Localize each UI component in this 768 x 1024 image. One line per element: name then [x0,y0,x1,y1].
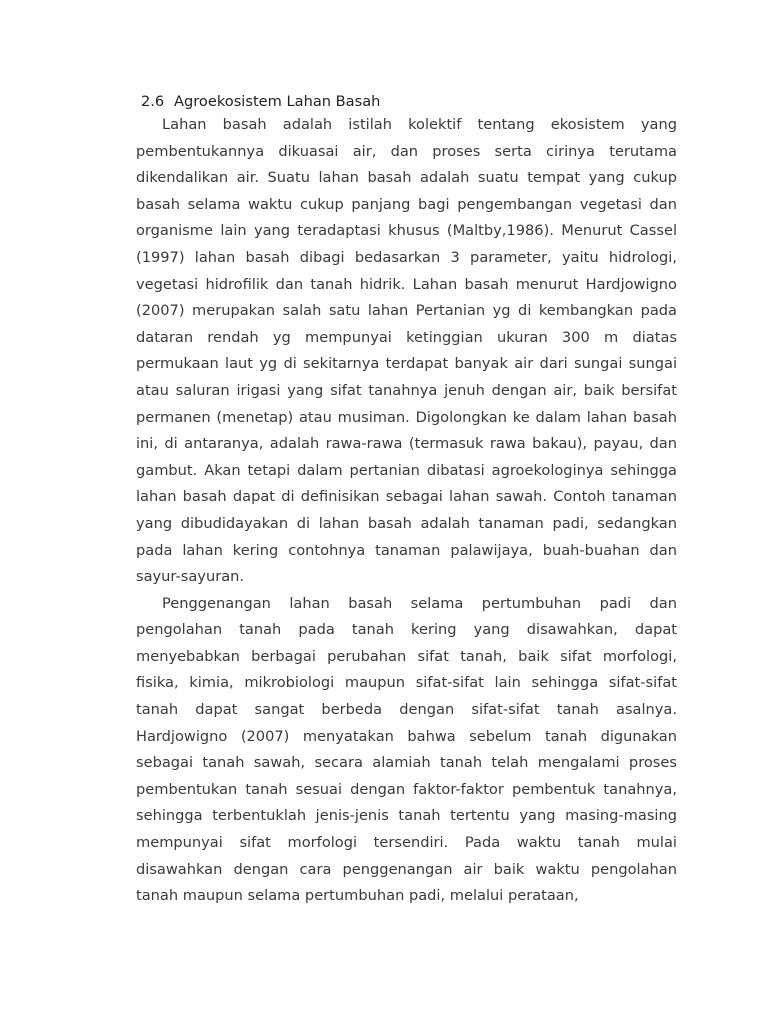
document-body [136,92,677,910]
section-heading [136,92,677,112]
paragraph-1: Lahan basah adalah istilah kolektif tentang ekosistem yang pembentukannya dikuasai air, dan proses serta cirinya terutama dikendalikan air. Suatu lahan basah adalah suatu tempat yang cukup basah selama waktu cukup panjang bagi pengembangan vegetasi dan organisme lain yang teradaptasi khusus (Maltby,1986). Menurut Cassel (1997) lahan basah dibagi bedasarkan 3 parameter, yaitu hidrologi, vegetasi hidrofilik dan tanah hidrik. Lahan basah menurut Hardjowigno (2007) merupakan salah satu lahan Pertanian yg di kembangkan pada dataran rendah yg mempunyai ketinggian ukuran 300 m diatas permukaan laut yg di sekitarnya terdapat banyak air dari sungai sungai atau saluran irigasi yang sifat tanahnya jenuh dengan air, baik bersifat permanen (menetap) atau musiman. Digolongkan ke dalam lahan basah ini, di antaranya, adalah rawa-rawa (termasuk rawa bakau), payau, dan gambut. Akan tetapi dalam pertanian dibatasi agroekologinya sehingga lahan basah dapat di definisikan sebagai lahan sawah. Contoh tanaman yang dibudidayakan di lahan basah adalah tanaman padi, sedangkan pada lahan kering contohnya tanaman palawijaya, buah-buahan dan sayur-sayuran. [136,116,677,586]
paragraph-2: Penggenangan lahan basah selama pertumbuhan padi dan pengolahan tanah pada tanah kering yang disawahkan, dapat menyebabkan berbagai perubahan sifat tanah, baik sifat morfologi, fisika, kimia, mikrobiologi maupun sifat-sifat lain sehingga sifat-sifat tanah dapat sangat berbeda dengan sifat-sifat tanah asalnya. Hardjowigno (2007) menyatakan bahwa sebelum tanah digunakan sebagai tanah sawah, secara alamiah tanah telah mengalami proses pembentukan tanah sesuai dengan faktor-faktor pembentuk tanahnya, sehingga terbentuklah jenis-jenis tanah tertentu yang masing-masing mempunyai sifat morfologi tersendiri. Pada waktu tanah mulai disawahkan dengan cara penggenangan air baik waktu pengolahan tanah maupun selama pertumbuhan padi, melalui perataan, [136,594,677,905]
section-number: 2.6 [141,93,165,110]
section-title: Agroekosistem Lahan Basah [174,93,381,110]
